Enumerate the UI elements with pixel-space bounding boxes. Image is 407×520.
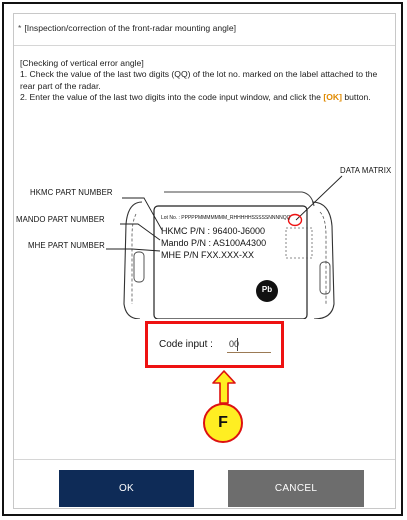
leader-mhe [106,249,160,251]
callout-data-matrix: DATA MATRIX [340,166,392,175]
up-arrow-icon [212,370,236,404]
leader-data-matrix [296,176,342,220]
radar-illustration [14,154,395,319]
radar-side-tab-left [134,252,144,282]
label-mando-pn: Mando P/N : AS100A4300 [161,238,267,248]
radar-label-figure [14,154,395,319]
dialog-footer [14,459,395,509]
dialog-title: [Inspection/correction of the front-radar mounting angle] [24,23,236,33]
instructions-heading: [Checking of vertical error angle] [20,58,144,68]
cancel-button[interactable]: CANCEL [228,470,364,507]
ok-button[interactable]: OK [59,470,194,507]
instructions [20,58,392,104]
header-bullet: * [18,23,22,33]
step2-tail: button. [341,92,371,103]
code-input-field[interactable] [227,336,271,353]
radar-housing-right [312,202,334,319]
label-pb-mark: Pb [261,285,273,294]
label-hkmc-pn: HKMC P/N : 96400-J6000 [161,226,266,236]
callout-hkmc-part-number: HKMC PART NUMBER [30,188,113,197]
callout-mando-part-number: MANDO PART NUMBER [16,215,105,224]
code-input-highlight [145,321,284,368]
text-caret [237,338,238,351]
code-input-label: Code input : [159,339,213,350]
radar-housing-right-inner [320,212,326,304]
step2-ok-highlight: [OK] [323,92,342,103]
callout-marker-f: F [203,403,243,443]
label-lot-number: Lot No. : PPPPPMMMMMMM_RHHHHHSSSSSNNNNQQ [161,215,291,221]
screenshot-frame [2,2,403,516]
radar-housing-outline [124,202,142,319]
radar-top-edge [164,192,314,206]
label-lot-qq: QQ [282,215,291,221]
radar-label-panel [154,206,307,319]
dialog-header [14,14,395,46]
radar-side-tab-right [320,262,330,294]
callout-mhe-part-number: MHE PART NUMBER [28,241,105,250]
dialog [13,13,396,509]
label-mhe-pn: MHE P/N FXX.XXX-XX [161,250,255,260]
instructions-step1: 1. Check the value of the last two digits (QQ) of the lot no. marked on the label attached to the rear part of the radar. [20,69,378,91]
step2-text: 2. Enter the value of the last two digits into the code input window, and click the [20,92,324,103]
instructions-step2 [20,92,392,103]
